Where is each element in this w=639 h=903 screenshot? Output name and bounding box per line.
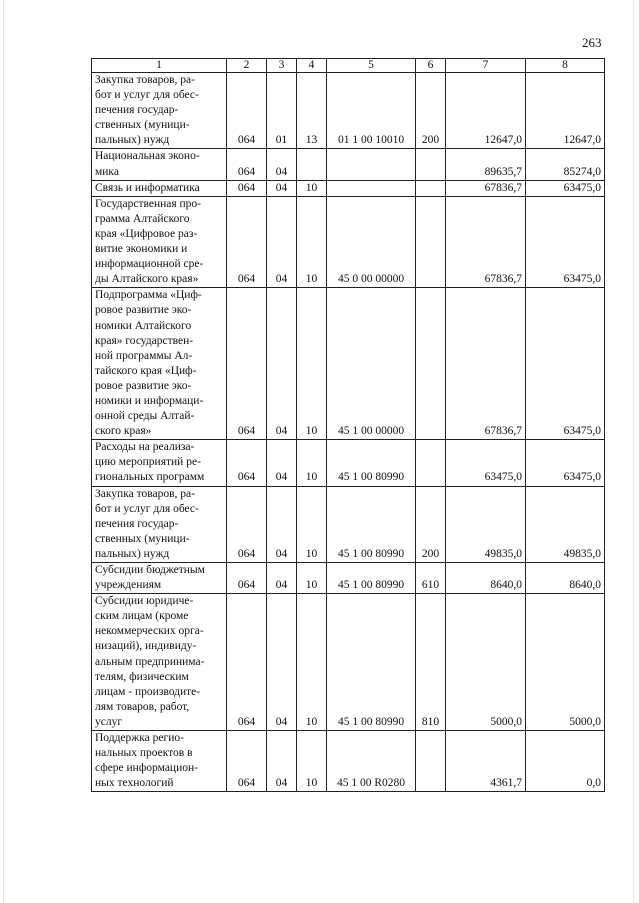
column-header-6: 6	[416, 59, 446, 73]
item-name-line: Национальная эконо-	[95, 150, 200, 163]
cell-ministry-code: 064	[227, 440, 267, 486]
column-header-5: 5	[327, 59, 416, 73]
item-name-line: некоммерческих орга-	[95, 625, 204, 638]
cell-target-article: 45 1 00 80990	[327, 594, 416, 731]
cell-item-name	[92, 149, 227, 180]
item-name-line: ровое развитие эко-	[95, 304, 192, 317]
cell-ministry-code: 064	[227, 563, 267, 594]
item-name-line: Подпрограмма «Циф-	[95, 289, 202, 302]
cell-amount-2: 5000,0	[526, 594, 605, 731]
item-name-line: Субсидии юридиче-	[95, 595, 194, 608]
item-name-line: нальных проектов в	[95, 747, 193, 760]
cell-amount-1: 89635,7	[446, 149, 526, 180]
cell-amount-2: 63475,0	[526, 288, 605, 440]
table-row	[92, 196, 605, 288]
cell-expense-type	[416, 180, 446, 196]
cell-amount-2: 12647,0	[526, 73, 605, 149]
item-name-line: Закупка товаров, ра-	[95, 74, 195, 86]
cell-target-article: 45 0 00 00000	[327, 196, 416, 288]
cell-target-article	[327, 149, 416, 180]
item-name-line: Закупка товаров, ра-	[95, 487, 195, 500]
page-number: 263	[582, 35, 602, 50]
cell-amount-1: 67836,7	[446, 288, 526, 440]
item-name-line: ровое развитие эко-	[95, 379, 192, 392]
header-row	[92, 59, 605, 73]
item-name-line: ных технологий	[95, 777, 174, 790]
cell-item-name	[92, 196, 227, 288]
item-name-line: альным предпринима-	[95, 655, 205, 668]
cell-item-name	[92, 440, 227, 486]
cell-section: 04	[267, 149, 297, 180]
cell-target-article	[327, 180, 416, 196]
item-name-line: цию мероприятий ре-	[95, 456, 201, 469]
table-row	[92, 288, 605, 440]
item-name-line: грамма Алтайского	[95, 212, 190, 225]
table-body	[92, 73, 605, 792]
cell-section: 04	[267, 288, 297, 440]
cell-ministry-code: 064	[227, 594, 267, 731]
item-name-line: тайского края «Циф-	[95, 364, 197, 377]
item-name-line: лям товаров, работ,	[95, 700, 190, 713]
item-name-line: ским лицам (кроме	[95, 610, 189, 623]
cell-subsection: 10	[297, 196, 327, 288]
cell-expense-type	[416, 440, 446, 486]
item-name-line: ственных (муници-	[95, 119, 190, 132]
cell-amount-1: 12647,0	[446, 73, 526, 149]
item-name-line: гиональных программ	[95, 471, 205, 484]
cell-target-article: 45 1 00 80990	[327, 440, 416, 486]
table-row	[92, 440, 605, 486]
cell-item-name	[92, 73, 227, 149]
item-name-line: учреждениям	[95, 579, 162, 592]
cell-expense-type	[416, 149, 446, 180]
item-name-line: мика	[95, 165, 119, 178]
cell-subsection: 10	[297, 440, 327, 486]
cell-amount-1: 63475,0	[446, 440, 526, 486]
cell-expense-type	[416, 196, 446, 288]
column-header-8: 8	[526, 59, 605, 73]
cell-section: 04	[267, 180, 297, 196]
item-name-line: низаций), индивиду-	[95, 640, 197, 653]
column-header-7: 7	[446, 59, 526, 73]
item-name-line: сфере информацион-	[95, 762, 198, 775]
cell-target-article: 45 1 00 R0280	[327, 731, 416, 792]
item-name-line: пальных) нужд	[95, 547, 170, 560]
item-name-line: бот и услуг для обес-	[95, 502, 199, 515]
cell-ministry-code: 064	[227, 486, 267, 562]
cell-amount-1: 5000,0	[446, 594, 526, 731]
cell-subsection: 13	[297, 73, 327, 149]
cell-section: 01	[267, 73, 297, 149]
table-row	[92, 731, 605, 792]
cell-section: 04	[267, 594, 297, 731]
cell-ministry-code: 064	[227, 180, 267, 196]
item-name-line: ды Алтайского края»	[95, 273, 199, 286]
item-name-line: онной среды Алтай-	[95, 410, 195, 423]
item-name-line: печения государ-	[95, 517, 179, 530]
cell-subsection	[297, 149, 327, 180]
item-name-line: ского края»	[95, 425, 152, 438]
table-row	[92, 563, 605, 594]
cell-target-article: 45 1 00 00000	[327, 288, 416, 440]
column-header-1: 1	[92, 59, 227, 73]
cell-ministry-code: 064	[227, 731, 267, 792]
cell-amount-2: 63475,0	[526, 180, 605, 196]
item-name-line: витие экономики и	[95, 243, 188, 256]
budget-table	[91, 58, 605, 792]
cell-section: 04	[267, 196, 297, 288]
item-name-line: Государственная про-	[95, 197, 202, 210]
table-row	[92, 149, 605, 180]
cell-item-name	[92, 288, 227, 440]
cell-expense-type	[416, 731, 446, 792]
cell-item-name	[92, 180, 227, 196]
cell-amount-1: 67836,7	[446, 180, 526, 196]
cell-amount-1: 8640,0	[446, 563, 526, 594]
item-name-line: услуг	[95, 715, 123, 728]
item-name-line: Связь и информатика	[95, 181, 200, 194]
cell-expense-type: 610	[416, 563, 446, 594]
cell-section: 04	[267, 563, 297, 594]
table-row	[92, 180, 605, 196]
table-row	[92, 486, 605, 562]
item-name-line: номики Алтайского	[95, 319, 192, 332]
item-name-line: края» государствен-	[95, 334, 194, 347]
cell-amount-1: 67836,7	[446, 196, 526, 288]
cell-subsection: 10	[297, 288, 327, 440]
column-header-4: 4	[297, 59, 327, 73]
cell-section: 04	[267, 486, 297, 562]
cell-ministry-code: 064	[227, 73, 267, 149]
cell-item-name	[92, 486, 227, 562]
cell-expense-type: 200	[416, 73, 446, 149]
cell-section: 04	[267, 731, 297, 792]
cell-expense-type: 200	[416, 486, 446, 562]
cell-amount-2: 63475,0	[526, 440, 605, 486]
item-name-line: телям, физическим	[95, 670, 189, 683]
cell-amount-2: 0,0	[526, 731, 605, 792]
cell-amount-2: 85274,0	[526, 149, 605, 180]
cell-amount-2: 49835,0	[526, 486, 605, 562]
cell-target-article: 45 1 00 80990	[327, 486, 416, 562]
item-name-line: номики и информаци-	[95, 394, 204, 407]
column-header-2: 2	[227, 59, 267, 73]
item-name-line: печения государ-	[95, 104, 179, 117]
item-name-line: информационной сре-	[95, 258, 204, 271]
cell-section: 04	[267, 440, 297, 486]
cell-ministry-code: 064	[227, 288, 267, 440]
item-name-line: Субсидии бюджетным	[95, 564, 205, 576]
cell-amount-1: 4361,7	[446, 731, 526, 792]
table-row	[92, 594, 605, 731]
cell-subsection: 10	[297, 731, 327, 792]
item-name-line: Поддержка регио-	[95, 732, 184, 745]
item-name-line: бот и услуг для обес-	[95, 89, 199, 102]
cell-subsection: 10	[297, 180, 327, 196]
cell-item-name	[92, 594, 227, 731]
item-name-line: Расходы на реализа-	[95, 441, 195, 454]
item-name-line: лицам - производите-	[95, 685, 201, 698]
cell-ministry-code: 064	[227, 196, 267, 288]
cell-item-name	[92, 731, 227, 792]
item-name-line: пальных) нужд	[95, 134, 170, 147]
cell-amount-2: 63475,0	[526, 196, 605, 288]
cell-target-article: 45 1 00 80990	[327, 563, 416, 594]
cell-subsection: 10	[297, 486, 327, 562]
column-header-3: 3	[267, 59, 297, 73]
item-name-line: края «Цифровое раз-	[95, 227, 198, 240]
cell-item-name	[92, 563, 227, 594]
cell-subsection: 10	[297, 563, 327, 594]
cell-subsection: 10	[297, 594, 327, 731]
item-name-line: ной программы Ал-	[95, 349, 193, 362]
scan-edge-right	[633, 0, 635, 903]
cell-ministry-code: 064	[227, 149, 267, 180]
cell-amount-1: 49835,0	[446, 486, 526, 562]
item-name-line: ственных (муници-	[95, 532, 190, 545]
scan-edge-left	[3, 0, 5, 903]
cell-expense-type	[416, 288, 446, 440]
cell-amount-2: 8640,0	[526, 563, 605, 594]
table-row	[92, 73, 605, 149]
cell-target-article: 01 1 00 10010	[327, 73, 416, 149]
cell-expense-type: 810	[416, 594, 446, 731]
